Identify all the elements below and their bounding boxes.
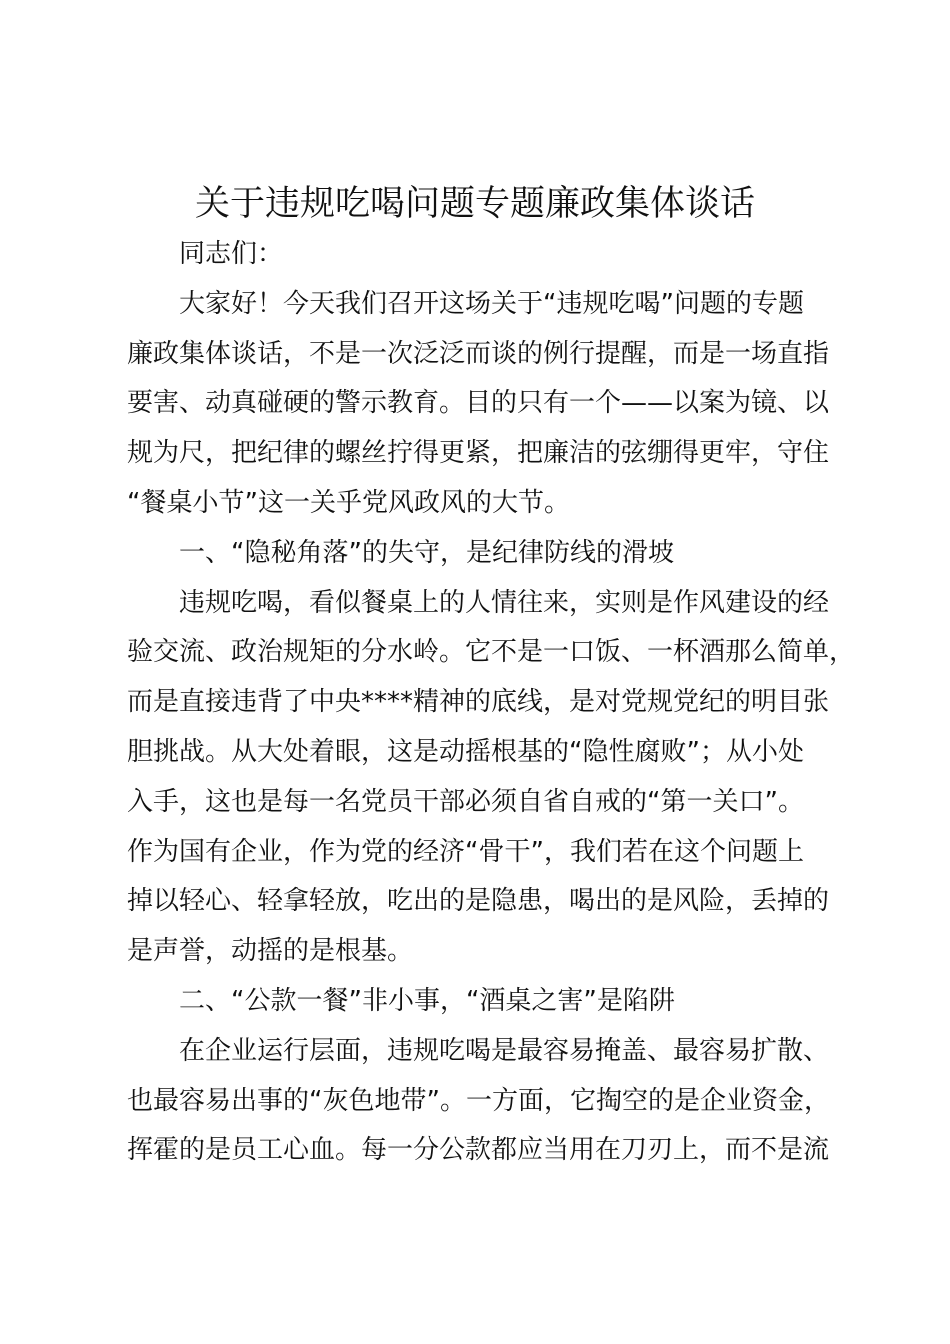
paragraph-line: 要害、动真碰硬的警示教育。目的只有一个——以案为镜、以 [127, 388, 830, 419]
paragraph-line: 廉政集体谈话，不是一次泛泛而谈的例行提醒，而是一场直指 [127, 338, 830, 369]
salutation-line: 同志们： [179, 239, 284, 269]
document-title: 关于违规吃喝问题专题廉政集体谈话 [194, 184, 755, 224]
paragraph-line: 大家好！今天我们召开这场关于“违规吃喝”问题的专题 [179, 288, 804, 319]
paragraph-line: 验交流、政治规矩的分水岭。它不是一口饭、一杯酒那么简单， [127, 637, 856, 668]
paragraph-line: 是声誉，动摇的是根基。 [127, 936, 414, 967]
section-heading-2: 二、“公款一餐”非小事，“酒桌之害”是陷阱 [179, 985, 675, 1016]
section-heading-1: 一、“隐秘角落”的失守，是纪律防线的滑坡 [179, 537, 674, 568]
paragraph-line: 胆挑战。从大处着眼，这是动摇根基的“隐性腐败”；从小处 [127, 736, 804, 767]
paragraph-line: 掉以轻心、轻拿轻放，吃出的是隐患，喝出的是风险，丢掉的 [127, 886, 830, 917]
paragraph-line: 入手，这也是每一名党员干部必须自省自戒的“第一关口”。 [127, 786, 804, 817]
paragraph-line: 在企业运行层面，违规吃喝是最容易掩盖、最容易扩散、 [179, 1035, 830, 1066]
paragraph-line: 也最容易出事的“灰色地带”。一方面，它掏空的是企业资金， [127, 1085, 830, 1116]
paragraph-line: 而是直接违背了中央****精神的底线，是对党规党纪的明目张 [127, 687, 830, 718]
document-body [127, 230, 856, 1176]
paragraph-line: 挥霍的是员工心血。每一分公款都应当用在刀刃上，而不是流 [127, 1135, 830, 1166]
paragraph-line: “餐桌小节”这一关乎党风政风的大节。 [127, 487, 570, 518]
paragraph-line: 规为尺，把纪律的螺丝拧得更紧，把廉洁的弦绷得更牢，守住 [127, 438, 830, 469]
paragraph-line: 作为国有企业，作为党的经济“骨干”，我们若在这个问题上 [127, 836, 804, 867]
paragraph-line: 违规吃喝，看似餐桌上的人情往来，实则是作风建设的经 [179, 587, 830, 618]
